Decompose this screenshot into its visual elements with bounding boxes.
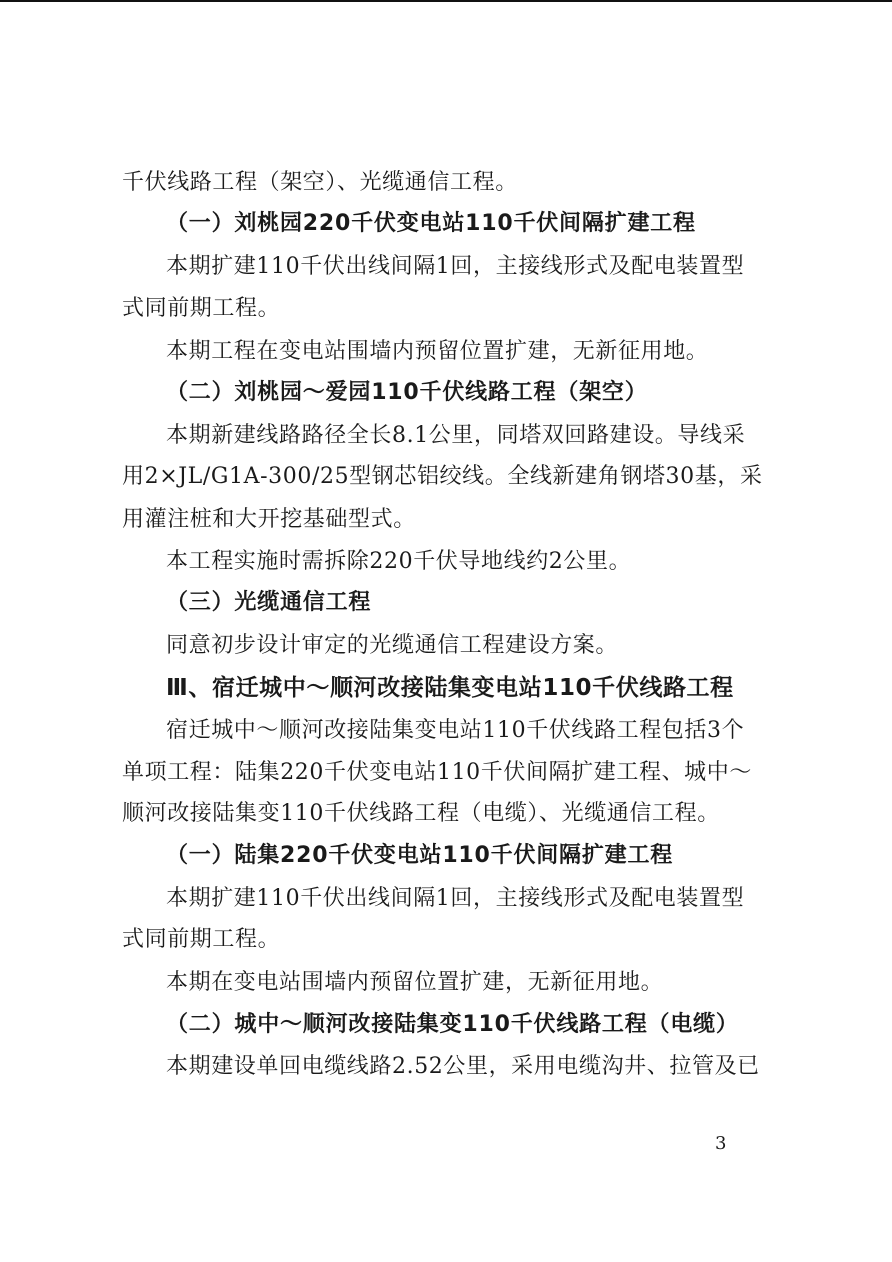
body-line-4: 式同前期工程。 [122,296,281,321]
body-line-9: 用灌注桩和大开挖基础型式。 [122,507,416,532]
section-heading-5: （二）城中～顺河改接陆集变110千伏线路工程（电缆） [166,1012,739,1037]
body-line-7: 本期新建线路路径全长8.1公里，同塔双回路建设。导线采 [166,423,746,448]
body-line-10: 本工程实施时需拆除220千伏导地线约2公里。 [166,549,632,574]
body-line-16: 顺河改接陆集变110千伏线路工程（电缆）、光缆通信工程。 [122,801,720,826]
body-line-3: 本期扩建110千伏出线间隔1回，主接线形式及配电装置型 [166,254,745,279]
chapter-heading: Ⅲ、宿迁城中～顺河改接陆集变电站110千伏线路工程 [166,675,734,701]
body-line-19: 式同前期工程。 [122,927,281,952]
body-line-20: 本期在变电站围墙内预留位置扩建，无新征用地。 [166,970,664,995]
body-line-1: 千伏线路工程（架空）、光缆通信工程。 [122,170,518,195]
page-number: 3 [715,1133,727,1154]
body-line-12: 同意初步设计审定的光缆通信工程建设方案。 [166,633,619,658]
body-line-8: 用2×JL/G1A-300/25型钢芯铝绞线。全线新建角钢塔30基，采 [122,464,763,489]
section-heading-1: （一）刘桃园220千伏变电站110千伏间隔扩建工程 [166,211,696,236]
body-line-15: 单项工程：陆集220千伏变电站110千伏间隔扩建工程、城中～ [122,760,752,785]
section-heading-3: （三）光缆通信工程 [166,590,372,615]
top-border-line [0,0,892,2]
body-line-5: 本期工程在变电站围墙内预留位置扩建，无新征用地。 [166,339,709,364]
body-line-14: 宿迁城中～顺河改接陆集变电站110千伏线路工程包括3个 [166,718,745,743]
section-heading-4: （一）陆集220千伏变电站110千伏间隔扩建工程 [166,843,674,868]
body-line-22: 本期建设单回电缆线路2.52公里，采用电缆沟井、拉管及已 [166,1054,760,1079]
section-heading-2: （二）刘桃园～爱园110千伏线路工程（架空） [166,380,648,405]
body-line-18: 本期扩建110千伏出线间隔1回，主接线形式及配电装置型 [166,886,745,911]
